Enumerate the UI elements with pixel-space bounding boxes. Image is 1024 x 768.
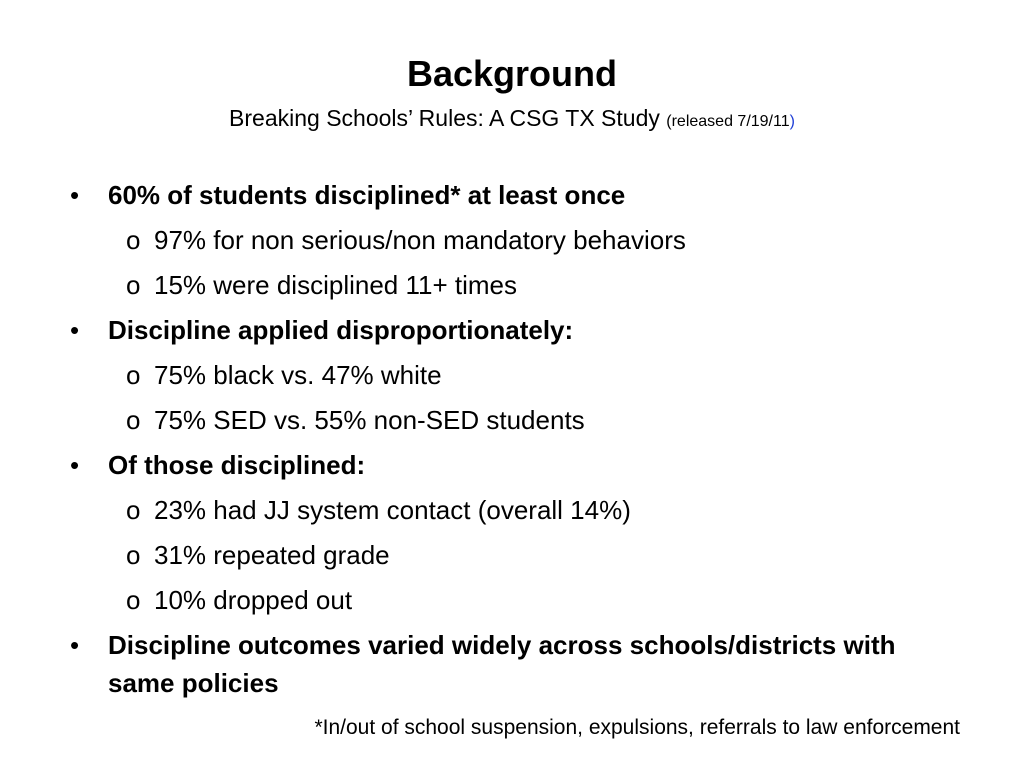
bullet-marker-icon: • bbox=[70, 180, 80, 210]
sub-bullet-marker-icon: o bbox=[126, 495, 141, 525]
bullet-text: Discipline outcomes varied widely across schools/districts with same policies bbox=[108, 630, 896, 698]
sub-bullet-marker-icon: o bbox=[126, 270, 141, 300]
sub-bullet-text: 97% for non serious/non mandatory behaviors bbox=[154, 225, 686, 255]
sub-bullet-marker-icon: o bbox=[126, 540, 141, 570]
footnote: *In/out of school suspension, expulsions, referrals to law enforcement bbox=[314, 716, 960, 739]
sub-bullet-item bbox=[70, 536, 960, 574]
sub-bullet-item bbox=[70, 221, 960, 259]
sub-bullet-item bbox=[70, 356, 960, 394]
subtitle-release-date: released 7/19/11 bbox=[671, 113, 790, 130]
bullet-text: Of those disciplined: bbox=[108, 450, 366, 480]
slide-title: Background bbox=[406, 53, 618, 94]
sub-bullet-text: 23% had JJ system contact (overall 14%) bbox=[154, 495, 631, 525]
slide-subtitle bbox=[0, 103, 1024, 137]
sub-bullet-item bbox=[70, 581, 960, 619]
bullet-text: Discipline applied disproportionately: bbox=[108, 315, 574, 345]
bullet-item bbox=[70, 176, 960, 214]
subtitle-main: Breaking Schools’ Rules: A CSG TX Study bbox=[229, 105, 667, 131]
sub-bullet-text: 10% dropped out bbox=[154, 585, 353, 615]
subtitle-open-paren: ( bbox=[666, 113, 672, 130]
sub-bullet-text: 75% black vs. 47% white bbox=[154, 360, 442, 390]
bullet-item bbox=[70, 626, 960, 702]
bullet-item bbox=[70, 446, 960, 484]
bullet-text: 60% of students disciplined* at least once bbox=[108, 180, 626, 210]
bullet-item bbox=[70, 311, 960, 349]
sub-bullet-item bbox=[70, 266, 960, 304]
sub-bullet-marker-icon: o bbox=[126, 405, 141, 435]
subtitle-close-paren: ) bbox=[789, 113, 795, 130]
bullet-marker-icon: • bbox=[70, 630, 80, 660]
sub-bullet-text: 75% SED vs. 55% non-SED students bbox=[154, 405, 585, 435]
sub-bullet-marker-icon: o bbox=[126, 225, 141, 255]
sub-bullet-item bbox=[70, 491, 960, 529]
bullet-marker-icon: • bbox=[70, 450, 80, 480]
sub-bullet-text: 15% were disciplined 11+ times bbox=[154, 270, 517, 300]
bullet-marker-icon: • bbox=[70, 315, 80, 345]
sub-bullet-marker-icon: o bbox=[126, 360, 141, 390]
sub-bullet-text: 31% repeated grade bbox=[154, 540, 390, 570]
sub-bullet-marker-icon: o bbox=[126, 585, 141, 615]
bullet-list bbox=[70, 176, 960, 709]
sub-bullet-item bbox=[70, 401, 960, 439]
